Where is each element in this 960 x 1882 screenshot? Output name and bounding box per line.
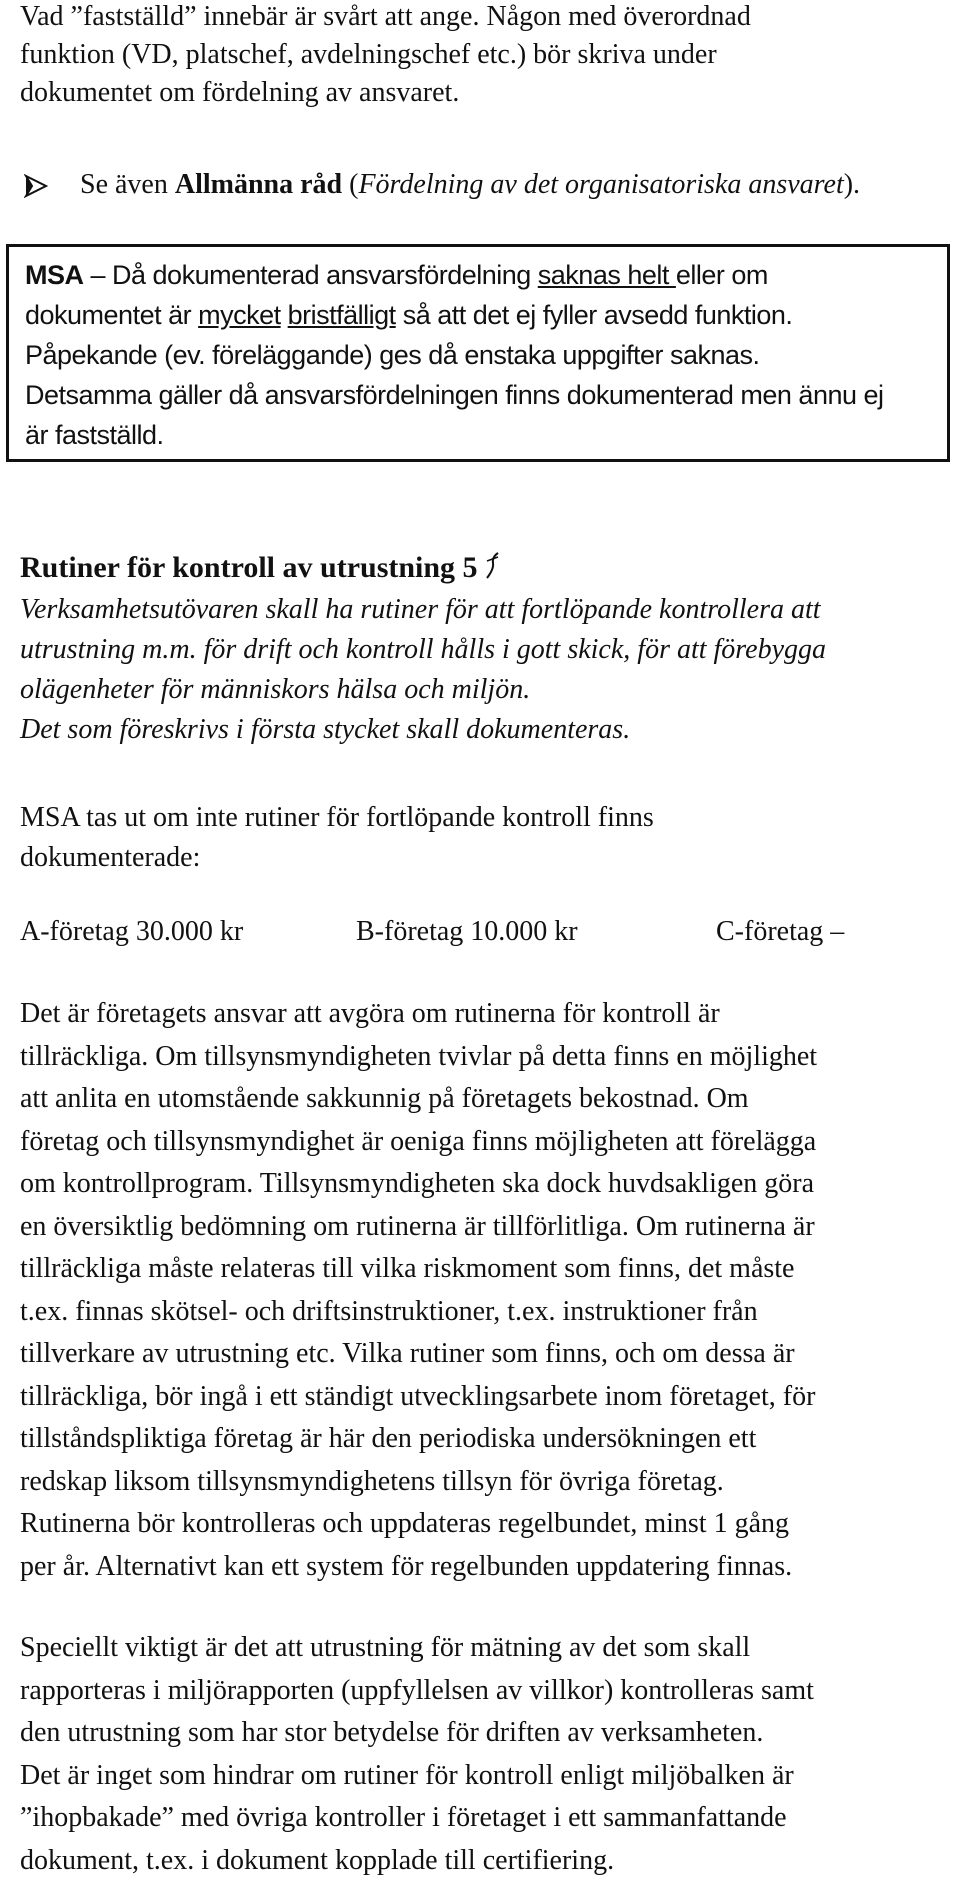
arrowhead-bullet-icon — [24, 174, 48, 198]
msa-box — [6, 244, 950, 462]
quote-line: olägenheter för människors hälsa och miljön. — [20, 674, 531, 705]
msa-text: så att det ej fyller avsedd funktion. — [395, 300, 793, 330]
responsibility-paragraph — [20, 993, 940, 1588]
paragraph-line: tillräckliga måste relateras till vilka riskmoment som finns, det måste — [20, 1253, 795, 1284]
see-also-open: ( — [342, 169, 359, 200]
see-also-italic-title: Fördelning av det organisatoriska ansvaret — [358, 169, 844, 200]
fee-b: B-företag 10.000 kr — [356, 916, 578, 947]
quote-line: Verksamhetsutövaren skall ha rutiner för att fortlöpande kontrollera att — [20, 594, 821, 625]
fine-line: MSA tas ut om inte rutiner för fortlöpande kontroll finns — [20, 802, 654, 833]
msa-line — [25, 255, 947, 295]
paragraph-line: t.ex. finnas skötsel- och driftsinstruktioner, t.ex. instruktioner från — [20, 1295, 758, 1327]
paragraph-line: tillståndspliktiga företag är här den periodiska undersökningen ett — [20, 1423, 757, 1454]
intro-paragraph — [20, 0, 940, 112]
see-also-close: ). — [843, 169, 861, 200]
fee-list — [20, 912, 940, 952]
fee-c: C-företag – — [716, 916, 845, 947]
paragraph-line: tillräckliga. Om tillsynsmyndigheten tvivlar på detta finns en möjlighet — [20, 1040, 818, 1072]
msa-line: Påpekande (ev. föreläggande) ges då enstaka uppgifter saknas. — [25, 340, 760, 370]
section-heading-text: Rutiner för kontroll av utrustning 5 — [20, 551, 478, 584]
paragraph-line: per år. Alternativt kan ett system för regelbunden uppdatering finnas. — [20, 1550, 793, 1582]
quote-line: utrustning m.m. för drift och kontroll hålls i gott skick, för att förebygga — [20, 634, 827, 665]
intro-line: funktion (VD, platschef, avdelningschef etc.) bör skriva under — [20, 39, 717, 70]
msa-text — [281, 300, 288, 330]
msa-text: dokumentet är — [25, 300, 199, 330]
fine-line: dokumenterade: — [20, 842, 201, 873]
paragraph-line: Speciellt viktigt är det att utrustning för mätning av det som skall — [20, 1632, 751, 1663]
paragraph-line: rapporteras i miljörapporten (uppfyllelsen av villkor) kontrolleras samt — [20, 1674, 814, 1706]
paragraph-line: Det är företagets ansvar att avgöra om rutinerna för kontroll är — [20, 998, 720, 1029]
paragraph-line: företag och tillsynsmyndighet är oeniga finns möjligheten att förelägga — [20, 1125, 817, 1157]
msa-line: Detsamma gäller då ansvarsfördelningen finns dokumenterad men ännu ej — [25, 380, 884, 410]
paragraph-line: tillverkare av utrustning etc. Vilka rutiner som finns, och om dessa är — [20, 1338, 795, 1369]
msa-underlined-text: bristfälligt — [287, 300, 396, 330]
paragraph-line: ”ihopbakade” med övriga kontroller i företaget i ett sammanfattande — [20, 1802, 787, 1833]
msa-line — [25, 295, 947, 335]
quote-line: Det som föreskrivs i första stycket skall dokumenteras. — [20, 714, 631, 745]
msa-line: är fastställd. — [25, 420, 164, 450]
intro-line: dokumentet om fördelning av ansvaret. — [20, 77, 460, 108]
paragraph-line: om kontrollprogram. Tillsynsmyndigheten ska dock huvdsakligen göra — [20, 1168, 815, 1199]
paragraph-line: dokument, t.ex. i dokument kopplade till certifiering. — [20, 1844, 615, 1876]
see-also-bold-title: Allmänna råd — [174, 169, 343, 200]
regulation-quote — [20, 590, 940, 750]
fee-a: A-företag 30.000 kr — [20, 916, 244, 947]
section-heading — [20, 548, 940, 588]
see-also-reference — [80, 166, 860, 204]
measurement-paragraph — [20, 1627, 940, 1882]
paragraph-line: den utrustning som har stor betydelse för driften av verksamheten. — [20, 1717, 764, 1748]
paragraph-line: att anlita en utomstående sakkunnig på företagets bekostnad. Om — [20, 1083, 749, 1114]
paragraph-line: en översiktlig bedömning om rutinerna är tillförlitliga. Om rutinerna är — [20, 1210, 815, 1242]
msa-text: – Då dokumenterad ansvarsfördelning — [83, 260, 538, 290]
equipment-section — [20, 548, 940, 750]
msa-underlined-text: mycket — [198, 300, 281, 330]
paragraph-line: Det är inget som hindrar om rutiner för kontroll enligt miljöbalken är — [20, 1759, 794, 1791]
msa-underlined-text: saknas helt — [537, 260, 676, 290]
intro-line: Vad ”fastställd” innebär är svårt att ange. Någon med överordnad — [20, 1, 751, 32]
see-also-prefix: Se även — [80, 169, 175, 200]
msa-label: MSA — [25, 260, 84, 290]
paragraph-line: redskap liksom tillsynsmyndighetens tillsyn för övriga företag. — [20, 1465, 724, 1497]
paragraph-line: tillräckliga, bör ingå i ett ständigt utvecklingsarbete inom företaget, för — [20, 1380, 816, 1412]
fine-statement — [20, 798, 940, 878]
tilde-mark-icon — [484, 551, 500, 581]
msa-text: eller om — [675, 260, 768, 290]
paragraph-line: Rutinerna bör kontrolleras och uppdateras regelbundet, minst 1 gång — [20, 1508, 790, 1539]
